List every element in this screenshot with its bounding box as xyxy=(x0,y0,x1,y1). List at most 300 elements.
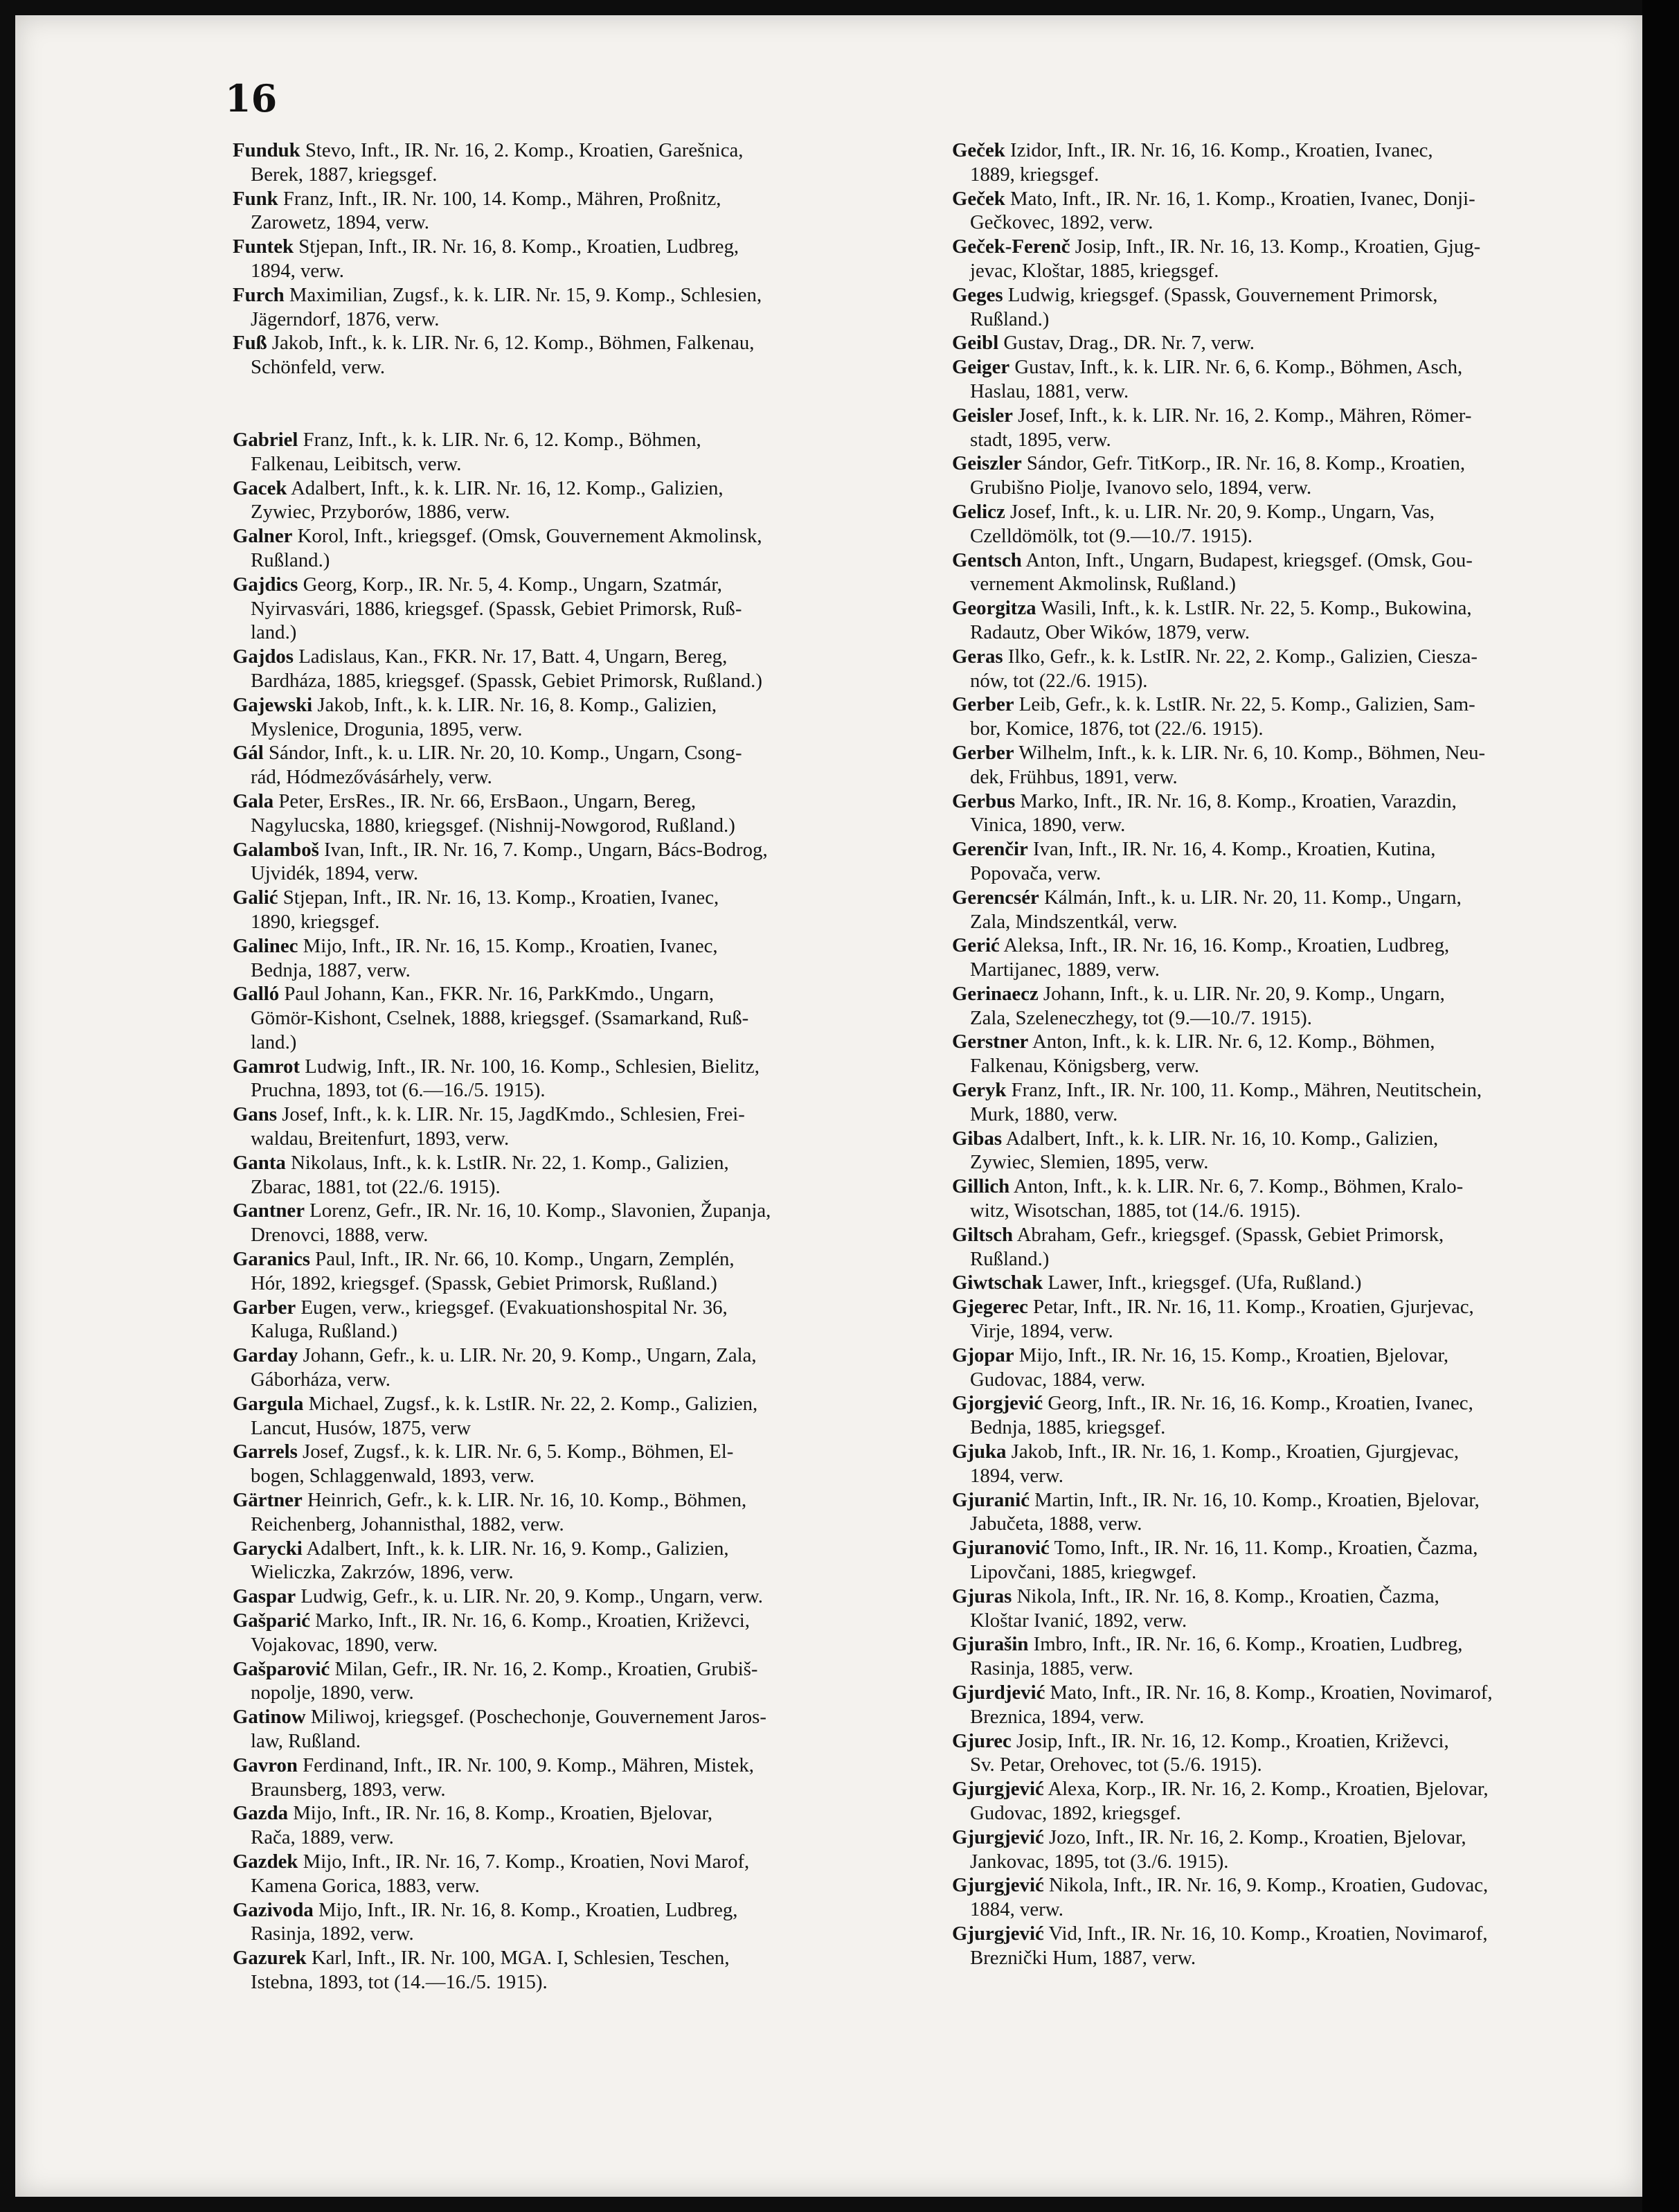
entry-continuation-line: Falkenau, Königsberg, verw. xyxy=(970,1055,1200,1078)
entry-continuation-line: 1890, kriegsgef. xyxy=(251,910,380,933)
entry-surname: Gjurgjević xyxy=(952,1778,1044,1801)
entry-continuation-line: Hór, 1892, kriegsgef. (Spassk, Gebiet Primorsk, Rußland.) xyxy=(251,1272,717,1294)
register-entry xyxy=(952,1632,1610,1681)
entry-first-line: Ferdinand, Inft., IR. Nr. 100, 9. Komp., Mähren, Mistek, xyxy=(297,1754,754,1776)
entry-first-line: Johann, Inft., k. u. LIR. Nr. 20, 9. Komp., Ungarn, xyxy=(1038,982,1445,1005)
entry-surname: Gazurek xyxy=(233,1947,307,1970)
register-entry xyxy=(952,693,1610,741)
entry-continuation-line: Czelldömölk, tot (9.—10./7. 1915). xyxy=(970,524,1252,547)
entry-surname: Geras xyxy=(952,645,1003,668)
entry-continuation-line: Nagylucska, 1880, kriegsgef. (Nishnij-Nowgorod, Rußland.) xyxy=(251,814,735,837)
entry-first-line: Anton, Inft., Ungarn, Budapest, kriegsgef. (Omsk, Gou- xyxy=(1021,548,1473,571)
entry-first-line: Anton, Inft., k. k. LIR. Nr. 6, 12. Komp., Böhmen, xyxy=(1028,1031,1435,1053)
entry-surname: Gašparić xyxy=(233,1609,310,1632)
entry-continuation-line: Gáborháza, verw. xyxy=(251,1368,390,1391)
entry-continuation-line: Popovača, verw. xyxy=(970,862,1102,884)
register-entry xyxy=(952,1585,1610,1633)
scan-edge-band xyxy=(1642,0,1679,2212)
entry-surname: Galló xyxy=(233,983,280,1006)
entry-first-line: Milan, Gefr., IR. Nr. 16, 2. Komp., Kroatien, Grubiš- xyxy=(330,1657,758,1680)
register-entry xyxy=(233,1440,908,1488)
entry-surname: Gentsch xyxy=(952,548,1022,571)
entry-first-line: Ludwig, Gefr., k. u. LIR. Nr. 20, 9. Komp., Ungarn, verw. xyxy=(296,1585,763,1608)
register-entry xyxy=(233,1801,908,1850)
entry-surname: Gerencsér xyxy=(952,886,1039,909)
entry-first-line: Peter, ErsRes., IR. Nr. 66, ErsBaon., Ungarn, Bereg, xyxy=(273,790,697,812)
entry-first-line: Heinrich, Gefr., k. k. LIR. Nr. 16, 10. Komp., Böhmen, xyxy=(302,1489,747,1512)
register-entry xyxy=(952,837,1610,886)
entry-continuation-line: Drenovci, 1888, verw. xyxy=(251,1224,429,1247)
register-entry xyxy=(952,331,1610,355)
entry-first-line: Adalbert, Inft., k. k. LIR. Nr. 16, 9. Komp., Galizien, xyxy=(302,1537,729,1560)
entry-continuation-line: bor, Komice, 1876, tot (22./6. 1915). xyxy=(970,717,1264,740)
entry-continuation-line: jevac, Kloštar, 1885, kriegsgef. xyxy=(970,259,1219,282)
entry-continuation-line: Ujvidék, 1894, verw. xyxy=(251,862,419,885)
register-entry xyxy=(952,1344,1610,1392)
register-entry xyxy=(952,1873,1610,1922)
register-entry xyxy=(233,1055,908,1103)
entry-continuation-line: nopolje, 1890, verw. xyxy=(251,1682,414,1704)
entry-surname: Ganta xyxy=(233,1151,286,1174)
entry-first-line: Imbro, Inft., IR. Nr. 16, 6. Komp., Kroatien, Ludbreg, xyxy=(1028,1633,1463,1656)
entry-continuation-line: Rußland.) xyxy=(970,1247,1050,1270)
register-entry xyxy=(233,645,908,693)
register-entry xyxy=(952,1271,1610,1295)
entry-continuation-line: Grubišno Piolje, Ivanovo selo, 1894, verw. xyxy=(970,476,1312,499)
entry-surname: Gjuranić xyxy=(952,1488,1030,1511)
register-entry xyxy=(233,283,908,332)
entry-continuation-line: Jankovac, 1895, tot (3./6. 1915). xyxy=(970,1850,1229,1873)
entry-continuation-line: Vinica, 1890, verw. xyxy=(970,814,1126,837)
entry-first-line: Ilko, Gefr., k. k. LstIR. Nr. 22, 2. Komp., Galizien, Ciesza- xyxy=(1003,645,1478,668)
register-entry xyxy=(952,283,1610,332)
entry-surname: Galić xyxy=(233,886,278,909)
entry-surname: Gerinaecz xyxy=(952,982,1039,1005)
register-entry xyxy=(952,886,1610,934)
entry-surname: Gjegerec xyxy=(952,1296,1028,1319)
entry-surname: Gašparović xyxy=(233,1657,330,1680)
entry-continuation-line: land.) xyxy=(251,1031,297,1053)
entry-surname: Gantner xyxy=(233,1199,305,1222)
entry-first-line: Korol, Inft., kriegsgef. (Omsk, Gouvernement Akmolinsk, xyxy=(292,525,762,548)
entry-continuation-line: stadt, 1895, verw. xyxy=(970,428,1111,451)
entry-continuation-line: law, Rußland. xyxy=(251,1730,361,1752)
entry-surname: Funk xyxy=(233,187,278,210)
entry-surname: Gazivoda xyxy=(233,1898,314,1921)
entry-surname: Garber xyxy=(233,1296,296,1319)
entry-surname: Gjurgjević xyxy=(952,1826,1044,1848)
entry-first-line: Paul Johann, Kan., FKR. Nr. 16, ParkKmdo., Ungarn, xyxy=(279,983,715,1006)
entry-first-line: Eugen, verw., kriegsgef. (Evakuationshospital Nr. 36, xyxy=(296,1296,728,1319)
entry-surname: Gavron xyxy=(233,1754,298,1776)
page-number: 16 xyxy=(225,76,278,121)
entry-surname: Gjopar xyxy=(952,1344,1014,1366)
register-entry xyxy=(233,331,908,380)
entry-first-line: Mijo, Inft., IR. Nr. 16, 8. Komp., Kroatien, Bjelovar, xyxy=(288,1802,713,1825)
entry-surname: Giwtschak xyxy=(952,1272,1043,1294)
right-column xyxy=(952,139,1610,1970)
register-entry xyxy=(952,1777,1610,1826)
entry-first-line: Josef, Inft., k. k. LIR. Nr. 15, JagdKmdo., Schlesien, Frei- xyxy=(277,1103,745,1126)
entry-first-line: Josip, Inft., IR. Nr. 16, 13. Komp., Kroatien, Gjug- xyxy=(1070,235,1481,258)
entry-surname: Gargula xyxy=(233,1392,304,1415)
entry-first-line: Marko, Inft., IR. Nr. 16, 6. Komp., Kroatien, Križevci, xyxy=(309,1609,750,1632)
entry-first-line: Aleksa, Inft., IR. Nr. 16, 16. Komp., Kroatien, Ludbreg, xyxy=(999,934,1450,957)
entry-surname: Gerstner xyxy=(952,1031,1029,1053)
entry-first-line: Josef, Inft., k. k. LIR. Nr. 16, 2. Komp., Mähren, Römer- xyxy=(1012,404,1472,427)
register-entry xyxy=(952,1175,1610,1223)
entry-first-line: Franz, Inft., IR. Nr. 100, 11. Komp., Mähren, Neutitschein, xyxy=(1006,1079,1482,1102)
entry-surname: Gelicz xyxy=(952,500,1005,523)
entry-continuation-line: dek, Frühbus, 1891, verw. xyxy=(970,765,1178,788)
register-entry xyxy=(952,1078,1610,1127)
register-entry xyxy=(952,741,1610,790)
entry-first-line: Miliwoj, kriegsgef. (Poschechonje, Gouvernement Jaros- xyxy=(305,1706,766,1729)
register-entry xyxy=(233,1199,908,1247)
entry-continuation-line: rád, Hódmezővásárhely, verw. xyxy=(251,766,492,789)
entry-continuation-line: Gudovac, 1892, kriegsgef. xyxy=(970,1801,1181,1824)
register-entry xyxy=(952,1536,1610,1585)
register-entry xyxy=(952,548,1610,597)
entry-first-line: Sándor, Inft., k. u. LIR. Nr. 20, 10. Komp., Ungarn, Csong- xyxy=(263,742,742,765)
entry-continuation-line: Reichenberg, Johannisthal, 1882, verw. xyxy=(251,1513,564,1535)
entry-surname: Geges xyxy=(952,283,1003,306)
register-entry xyxy=(233,428,908,476)
entry-first-line: Nikola, Inft., IR. Nr. 16, 9. Komp., Kroatien, Gudovac, xyxy=(1043,1874,1489,1897)
entry-continuation-line: Gečkovec, 1892, verw. xyxy=(970,211,1153,234)
entry-continuation-line: Zarowetz, 1894, verw. xyxy=(251,211,430,234)
register-entry xyxy=(952,1223,1610,1272)
entry-continuation-line: Rasinja, 1892, verw. xyxy=(251,1923,414,1945)
entry-surname: Gál xyxy=(233,742,264,765)
entry-first-line: Maximilian, Zugsf., k. k. LIR. Nr. 15, 9. Komp., Schlesien, xyxy=(284,283,762,306)
entry-continuation-line: Bardháza, 1885, kriegsgef. (Spassk, Gebiet Primorsk, Rußland.) xyxy=(251,669,762,692)
register-entry xyxy=(952,500,1610,548)
entry-continuation-line: Breznica, 1894, verw. xyxy=(970,1705,1144,1728)
register-entry xyxy=(952,1030,1610,1078)
entry-surname: Geček-Ferenč xyxy=(952,235,1070,258)
entry-continuation-line: Kaluga, Rußland.) xyxy=(251,1320,397,1343)
entry-first-line: Mijo, Inft., IR. Nr. 16, 15. Komp., Kroatien, Bjelovar, xyxy=(1014,1344,1449,1366)
register-entry xyxy=(233,838,908,886)
entry-surname: Gillich xyxy=(952,1175,1010,1198)
entry-continuation-line: Pruchna, 1893, tot (6.—16./5. 1915). xyxy=(251,1079,546,1102)
entry-continuation-line: 1894, verw. xyxy=(970,1464,1063,1487)
entry-first-line: Karl, Inft., IR. Nr. 100, MGA. I, Schlesien, Teschen, xyxy=(306,1947,730,1970)
entry-surname: Gjuka xyxy=(952,1441,1007,1463)
register-entry xyxy=(233,1344,908,1392)
register-entry xyxy=(233,1657,908,1706)
register-entry xyxy=(952,982,1610,1031)
left-column xyxy=(233,139,908,1995)
entry-first-line: Josef, Zugsf., k. k. LIR. Nr. 6, 5. Komp., Böhmen, El- xyxy=(297,1441,734,1463)
register-entry xyxy=(233,139,908,187)
register-entry xyxy=(233,187,908,235)
register-entry xyxy=(233,1151,908,1199)
entry-continuation-line: Lipovčani, 1885, kriegwgef. xyxy=(970,1561,1197,1584)
entry-first-line: Sándor, Gefr. TitKorp., IR. Nr. 16, 8. Komp., Kroatien, xyxy=(1021,452,1466,475)
entry-continuation-line: Zbarac, 1881, tot (22./6. 1915). xyxy=(251,1175,501,1198)
entry-continuation-line: nów, tot (22./6. 1915). xyxy=(970,669,1148,692)
register-entry xyxy=(952,355,1610,404)
register-entry xyxy=(952,596,1610,645)
entry-first-line: Gustav, Drag., DR. Nr. 7, verw. xyxy=(998,332,1255,355)
entry-first-line: Gustav, Inft., k. k. LIR. Nr. 6, 6. Komp., Böhmen, Asch, xyxy=(1009,356,1463,379)
entry-first-line: Mijo, Inft., IR. Nr. 16, 15. Komp., Kroatien, Ivanec, xyxy=(298,934,718,957)
entry-surname: Geibl xyxy=(952,332,999,355)
entry-continuation-line: Falkenau, Leibitsch, verw. xyxy=(251,452,462,475)
entry-first-line: Anton, Inft., k. k. LIR. Nr. 6, 7. Komp., Böhmen, Kralo- xyxy=(1009,1175,1464,1198)
register-entry xyxy=(952,1488,1610,1537)
register-entry xyxy=(233,1946,908,1995)
entry-first-line: Josef, Inft., k. u. LIR. Nr. 20, 9. Komp., Ungarn, Vas, xyxy=(1005,500,1435,523)
entry-surname: Furch xyxy=(233,283,285,306)
register-entry xyxy=(233,982,908,1054)
register-entry xyxy=(233,1103,908,1151)
register-entry xyxy=(233,1537,908,1585)
register-entry xyxy=(233,693,908,742)
entry-surname: Garrels xyxy=(233,1441,298,1463)
entry-surname: Gjurgjević xyxy=(952,1874,1044,1897)
entry-continuation-line: bogen, Schlaggenwald, 1893, verw. xyxy=(251,1465,535,1488)
entry-continuation-line: Vojakovac, 1890, verw. xyxy=(251,1633,438,1656)
entry-surname: Garycki xyxy=(233,1537,303,1560)
register-entry xyxy=(952,1729,1610,1778)
register-entry xyxy=(233,573,908,645)
entry-surname: Fuß xyxy=(233,332,267,355)
register-entry xyxy=(233,1609,908,1657)
register-entry xyxy=(233,934,908,983)
entry-continuation-line: Haslau, 1881, verw. xyxy=(970,380,1129,402)
entry-surname: Galamboš xyxy=(233,838,319,861)
register-entry xyxy=(233,1296,908,1344)
entry-continuation-line: Istebna, 1893, tot (14.—16./5. 1915). xyxy=(251,1970,548,1993)
entry-surname: Garday xyxy=(233,1344,298,1367)
entry-continuation-line: Gudovac, 1884, verw. xyxy=(970,1368,1146,1391)
entry-continuation-line: Radautz, Ober Wików, 1879, verw. xyxy=(970,621,1250,643)
entry-continuation-line: Rußland.) xyxy=(970,307,1050,330)
entry-continuation-line: Gömör-Kishont, Cselnek, 1888, kriegsgef. (Ssamarkand, Ruß- xyxy=(251,1007,749,1030)
entry-continuation-line: 1889, kriegsgef. xyxy=(970,163,1099,186)
entry-surname: Gerić xyxy=(952,934,1000,957)
entry-first-line: Mato, Inft., IR. Nr. 16, 8. Komp., Kroatien, Novimarof, xyxy=(1045,1682,1493,1704)
entry-continuation-line: Nyirvasvári, 1886, kriegsgef. (Spassk, Gebiet Primorsk, Ruß- xyxy=(251,597,742,620)
entry-surname: Geiger xyxy=(952,356,1010,379)
entry-first-line: Kálmán, Inft., k. u. LIR. Nr. 20, 11. Komp., Ungarn, xyxy=(1039,886,1462,909)
register-entry xyxy=(233,1585,908,1609)
entry-surname: Gerbus xyxy=(952,790,1016,812)
entry-first-line: Stjepan, Inft., IR. Nr. 16, 13. Komp., Kroatien, Ivanec, xyxy=(278,886,719,909)
entry-continuation-line: Sv. Petar, Orehovec, tot (5./6. 1915). xyxy=(970,1754,1262,1776)
entry-first-line: Abraham, Gefr., kriegsgef. (Spassk, Gebiet Primorsk, xyxy=(1013,1223,1444,1246)
entry-surname: Garanics xyxy=(233,1248,310,1271)
entry-first-line: Tomo, Inft., IR. Nr. 16, 11. Komp., Kroatien, Čazma, xyxy=(1049,1537,1478,1560)
register-entry xyxy=(952,1826,1610,1874)
register-entry xyxy=(233,1850,908,1898)
entry-surname: Gjurašin xyxy=(952,1633,1029,1656)
register-entry xyxy=(233,741,908,790)
register-entry xyxy=(233,1898,908,1947)
register-entry xyxy=(952,139,1610,187)
entry-continuation-line: waldau, Breitenfurt, 1893, verw. xyxy=(251,1127,510,1150)
entry-continuation-line: Braunsberg, 1893, verw. xyxy=(251,1778,446,1801)
entry-continuation-line: Myslenice, Drogunia, 1895, verw. xyxy=(251,717,523,740)
entry-surname: Gajdos xyxy=(233,645,294,668)
entry-surname: Gjurec xyxy=(952,1729,1012,1752)
entry-first-line: Jakob, Inft., IR. Nr. 16, 1. Komp., Kroatien, Gjurgjevac, xyxy=(1006,1441,1460,1463)
entry-surname: Gjuranović xyxy=(952,1537,1050,1560)
entry-first-line: Nikolaus, Inft., k. k. LstIR. Nr. 22, 1. Komp., Galizien, xyxy=(285,1151,729,1174)
entry-continuation-line: 1894, verw. xyxy=(251,259,344,282)
entry-first-line: Stjepan, Inft., IR. Nr. 16, 8. Komp., Kroatien, Ludbreg, xyxy=(294,235,739,258)
entry-continuation-line: Martijanec, 1889, verw. xyxy=(970,958,1160,981)
entry-surname: Gajewski xyxy=(233,693,313,716)
entry-continuation-line: Jabučeta, 1888, verw. xyxy=(970,1513,1142,1535)
entry-first-line: Izidor, Inft., IR. Nr. 16, 16. Komp., Kroatien, Ivanec, xyxy=(1005,139,1433,161)
register-entry xyxy=(233,1754,908,1802)
entry-first-line: Adalbert, Inft., k. k. LIR. Nr. 16, 12. Komp., Galizien, xyxy=(287,476,724,499)
entry-first-line: Ivan, Inft., IR. Nr. 16, 4. Komp., Kroatien, Kutina, xyxy=(1027,838,1436,861)
entry-first-line: Josip, Inft., IR. Nr. 16, 12. Komp., Kroatien, Križevci, xyxy=(1011,1729,1449,1752)
entry-surname: Gacek xyxy=(233,476,287,499)
register-entry xyxy=(952,404,1610,452)
register-entry xyxy=(233,1247,908,1296)
entry-continuation-line: Breznički Hum, 1887, verw. xyxy=(970,1946,1196,1969)
register-entry xyxy=(952,1440,1610,1488)
entry-surname: Gajdics xyxy=(233,573,298,596)
entry-continuation-line: Zala, Mindszentkál, verw. xyxy=(970,910,1178,933)
entry-first-line: Stevo, Inft., IR. Nr. 16, 2. Komp., Kroatien, Garešnica, xyxy=(300,139,744,161)
register-entry xyxy=(952,452,1610,500)
entry-surname: Georgitza xyxy=(952,597,1036,620)
register-entry xyxy=(952,790,1610,838)
entry-first-line: Mijo, Inft., IR. Nr. 16, 7. Komp., Kroatien, Novi Marof, xyxy=(298,1850,750,1873)
entry-first-line: Franz, Inft., IR. Nr. 100, 14. Komp., Mähren, Proßnitz, xyxy=(278,187,721,210)
entry-first-line: Leib, Gefr., k. k. LstIR. Nr. 22, 5. Komp., Galizien, Sam- xyxy=(1014,693,1475,716)
entry-continuation-line: Rasinja, 1885, verw. xyxy=(970,1657,1133,1680)
entry-continuation-line: Murk, 1880, verw. xyxy=(970,1103,1118,1125)
entry-continuation-line: Lancut, Husów, 1875, verw xyxy=(251,1416,472,1439)
entry-surname: Galner xyxy=(233,525,293,548)
entry-continuation-line: Rača, 1889, verw. xyxy=(251,1826,394,1849)
entry-surname: Geček xyxy=(952,139,1005,161)
entry-surname: Gatinow xyxy=(233,1706,306,1729)
entry-first-line: Ladislaus, Kan., FKR. Nr. 17, Batt. 4, Ungarn, Bereg, xyxy=(294,645,728,668)
entry-surname: Gazda xyxy=(233,1802,288,1825)
entry-first-line: Ludwig, kriegsgef. (Spassk, Gouvernement Primorsk, xyxy=(1003,283,1438,306)
entry-first-line: Paul, Inft., IR. Nr. 66, 10. Komp., Ungarn, Zemplén, xyxy=(309,1248,735,1271)
entry-first-line: Mato, Inft., IR. Nr. 16, 1. Komp., Kroatien, Ivanec, Donji- xyxy=(1005,187,1475,210)
entry-first-line: Jakob, Inft., k. k. LIR. Nr. 16, 8. Komp., Galizien, xyxy=(312,693,717,716)
entry-continuation-line: Zala, Szeleneczhegy, tot (9.—10./7. 1915). xyxy=(970,1006,1312,1029)
entry-first-line: Vid, Inft., IR. Nr. 16, 10. Komp., Kroatien, Novimarof, xyxy=(1043,1922,1488,1945)
register-entry xyxy=(952,235,1610,283)
register-entry xyxy=(952,1127,1610,1175)
entry-continuation-line: Jägerndorf, 1876, verw. xyxy=(251,307,440,330)
entry-continuation-line: witz, Wisotschan, 1885, tot (14./6. 1915). xyxy=(970,1199,1301,1222)
register-entry xyxy=(233,1705,908,1754)
entry-surname: Gaspar xyxy=(233,1585,296,1608)
entry-first-line: Wilhelm, Inft., k. k. LIR. Nr. 6, 10. Komp., Böhmen, Neu- xyxy=(1014,741,1486,764)
entry-continuation-line: Rußland.) xyxy=(251,548,330,571)
register-entry xyxy=(233,790,908,838)
entry-surname: Gjuras xyxy=(952,1585,1012,1607)
entry-surname: Funtek xyxy=(233,235,294,258)
register-entry xyxy=(233,476,908,525)
register-entry xyxy=(233,524,908,573)
entry-continuation-line: Bednja, 1885, kriegsgef. xyxy=(970,1416,1166,1439)
entry-surname: Geiszler xyxy=(952,452,1022,475)
entry-first-line: Mijo, Inft., IR. Nr. 16, 8. Komp., Kroatien, Ludbreg, xyxy=(313,1898,738,1921)
entry-first-line: Franz, Inft., k. k. LIR. Nr. 6, 12. Komp., Böhmen, xyxy=(298,428,701,451)
register-entry xyxy=(952,1295,1610,1344)
entry-first-line: Johann, Gefr., k. u. LIR. Nr. 20, 9. Komp., Ungarn, Zala, xyxy=(298,1344,757,1367)
entry-surname: Gamrot xyxy=(233,1055,300,1078)
entry-first-line: Lawer, Inft., kriegsgef. (Ufa, Rußland.) xyxy=(1043,1272,1362,1294)
entry-first-line: Petar, Inft., IR. Nr. 16, 11. Komp., Kroatien, Gjurjevac, xyxy=(1027,1296,1474,1319)
entry-continuation-line: Wieliczka, Zakrzów, 1896, verw. xyxy=(251,1561,514,1584)
entry-continuation-line: land.) xyxy=(251,621,297,644)
entry-continuation-line: Zywiec, Slemien, 1895, verw. xyxy=(970,1151,1209,1174)
entry-surname: Gala xyxy=(233,790,274,812)
entry-first-line: Marko, Inft., IR. Nr. 16, 8. Komp., Kroatien, Varazdin, xyxy=(1015,790,1457,812)
register-entry xyxy=(233,886,908,934)
register-entry xyxy=(233,235,908,283)
entry-surname: Gibas xyxy=(952,1127,1003,1150)
entry-surname: Galinec xyxy=(233,934,298,957)
register-entry xyxy=(952,187,1610,235)
register-entry xyxy=(952,1681,1610,1729)
entry-continuation-line: Berek, 1887, kriegsgef. xyxy=(251,163,438,186)
register-entry xyxy=(233,1488,908,1537)
entry-surname: Gjurgjević xyxy=(952,1922,1044,1945)
entry-first-line: Ludwig, Inft., IR. Nr. 100, 16. Komp., Schlesien, Bielitz, xyxy=(300,1055,760,1078)
register-entry xyxy=(233,1392,908,1441)
entry-first-line: Alexa, Korp., IR. Nr. 16, 2. Komp., Kroatien, Bjelovar, xyxy=(1043,1778,1489,1801)
section-gap xyxy=(233,380,908,428)
entry-continuation-line: vernement Akmolinsk, Rußland.) xyxy=(970,573,1236,596)
entry-surname: Gjorgjević xyxy=(952,1392,1043,1415)
entry-continuation-line: Schönfeld, verw. xyxy=(251,356,386,379)
entry-first-line: Jakob, Inft., k. k. LIR. Nr. 6, 12. Komp., Böhmen, Falkenau, xyxy=(267,332,755,355)
entry-continuation-line: Zywiec, Przyborów, 1886, verw. xyxy=(251,501,510,524)
register-entry xyxy=(952,1391,1610,1440)
entry-continuation-line: Virje, 1894, verw. xyxy=(970,1320,1113,1343)
entry-surname: Funduk xyxy=(233,139,300,161)
entry-first-line: Ivan, Inft., IR. Nr. 16, 7. Komp., Ungarn, Bács-Bodrog, xyxy=(318,838,768,861)
register-entry xyxy=(952,645,1610,693)
entry-first-line: Wasili, Inft., k. k. LstIR. Nr. 22, 5. Komp., Bukowina, xyxy=(1036,597,1472,620)
entry-first-line: Michael, Zugsf., k. k. LstIR. Nr. 22, 2. Komp., Galizien, xyxy=(303,1392,758,1415)
entry-surname: Gerber xyxy=(952,693,1014,716)
entry-surname: Gerenčir xyxy=(952,838,1028,861)
entry-continuation-line: Kloštar Ivanić, 1892, verw. xyxy=(970,1609,1187,1632)
entry-first-line: Nikola, Inft., IR. Nr. 16, 8. Komp., Kroatien, Čazma, xyxy=(1012,1585,1439,1607)
entry-continuation-line: 1884, verw. xyxy=(970,1898,1063,1921)
entry-first-line: Martin, Inft., IR. Nr. 16, 10. Komp., Kroatien, Bjelovar, xyxy=(1029,1488,1480,1511)
entry-first-line: Lorenz, Gefr., IR. Nr. 16, 10. Komp., Slavonien, Županja, xyxy=(304,1199,771,1222)
entry-surname: Geček xyxy=(952,187,1005,210)
entry-surname: Gans xyxy=(233,1103,278,1126)
entry-surname: Geryk xyxy=(952,1079,1007,1102)
entry-surname: Gazdek xyxy=(233,1850,298,1873)
entry-continuation-line: Kamena Gorica, 1883, verw. xyxy=(251,1874,480,1897)
entry-surname: Giltsch xyxy=(952,1223,1013,1246)
register-entry xyxy=(952,1922,1610,1970)
entry-first-line: Jozo, Inft., IR. Nr. 16, 2. Komp., Kroatien, Bjelovar, xyxy=(1043,1826,1466,1848)
entry-first-line: Adalbert, Inft., k. k. LIR. Nr. 16, 10. Komp., Galizien, xyxy=(1002,1127,1439,1150)
entry-surname: Gerber xyxy=(952,741,1014,764)
